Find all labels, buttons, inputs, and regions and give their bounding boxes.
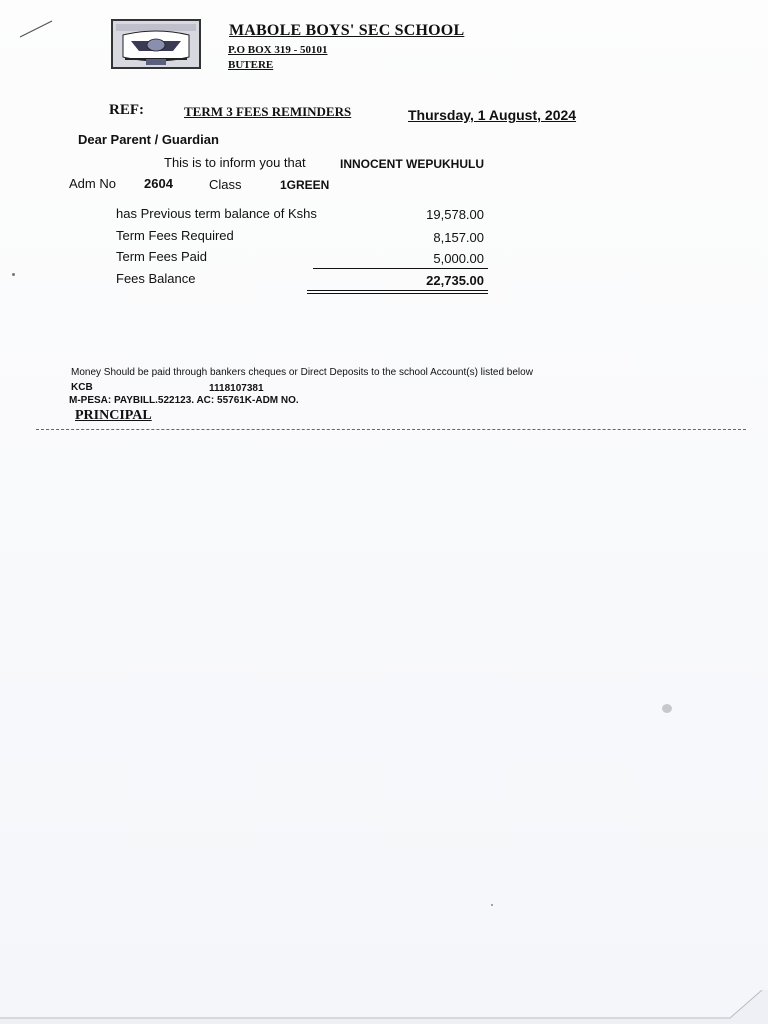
principal-signatory: PRINCIPAL	[75, 408, 152, 423]
tear-off-line	[36, 429, 746, 430]
postal-address: P.O BOX 319 - 50101	[228, 44, 328, 56]
fees-balance-value: 22,735.00	[426, 273, 484, 288]
previous-balance-value: 19,578.00	[426, 207, 484, 222]
payment-instructions: Money Should be paid through bankers cheques or Direct Deposits to the school Account(s) listed below	[71, 367, 533, 378]
page-edge-shadow	[0, 990, 768, 1024]
previous-balance-label: has Previous term balance of Kshs	[116, 206, 317, 221]
school-logo	[111, 19, 201, 69]
bank-account-number: 1118107381	[209, 383, 264, 394]
scan-speck	[491, 904, 493, 906]
fees-balance-label: Fees Balance	[116, 271, 196, 286]
inform-text: This is to inform you that	[164, 155, 306, 170]
pen-mark	[18, 18, 54, 40]
total-rule-top	[307, 290, 488, 291]
salutation: Dear Parent / Guardian	[78, 132, 219, 147]
ref-title: TERM 3 FEES REMINDERS	[184, 104, 352, 119]
fees-paid-label: Term Fees Paid	[116, 249, 208, 264]
ref-label: REF:	[109, 102, 144, 118]
school-name: MABOLE BOYS' SEC SCHOOL	[229, 22, 465, 39]
fees-required-label: Term Fees Required	[116, 228, 234, 243]
subtotal-rule	[313, 268, 488, 269]
fees-required-value: 8,157.00	[433, 230, 484, 245]
total-rule-bottom	[307, 293, 488, 294]
adm-number: 2604	[144, 176, 173, 191]
school-town: BUTERE	[228, 59, 274, 71]
fees-paid-value: 5,000.00	[433, 251, 484, 266]
class-value: 1GREEN	[280, 178, 330, 192]
scan-speck	[662, 704, 672, 713]
mpesa-details: M-PESA: PAYBILL.522123. AC: 55761K-ADM NO.	[69, 395, 299, 406]
student-name: INNOCENT WEPUKHULU	[340, 157, 484, 171]
bank-name: KCB	[71, 382, 93, 393]
letter-date: Thursday, 1 August, 2024	[408, 107, 577, 123]
scan-speck	[12, 273, 15, 276]
adm-label: Adm No	[69, 176, 116, 191]
class-label: Class	[209, 177, 242, 192]
